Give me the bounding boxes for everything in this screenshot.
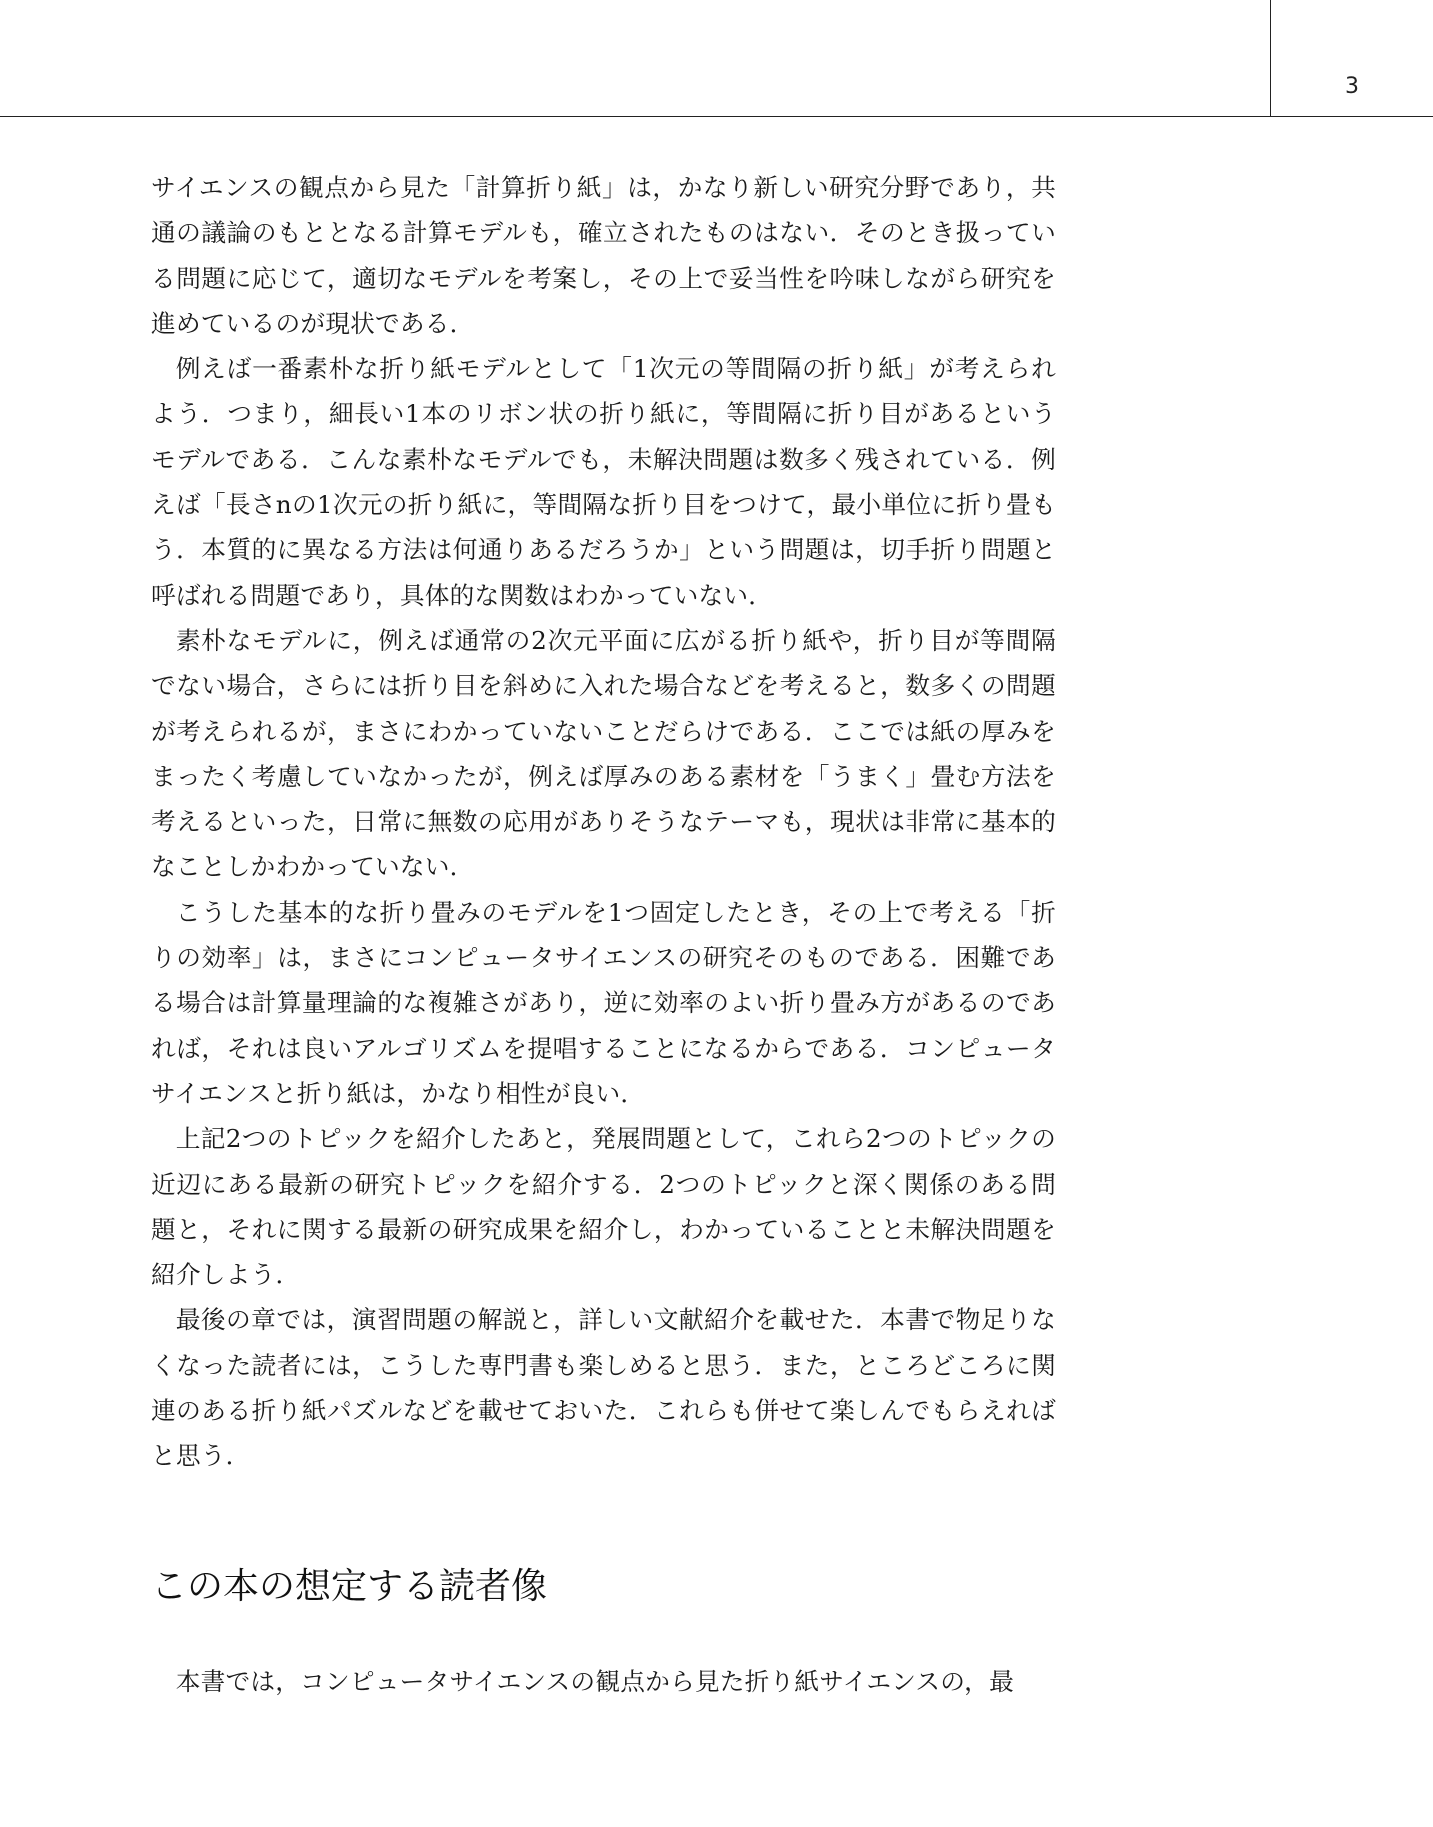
paragraph-final-chapter: 最後の章では，演習問題の解説と，詳しい文献紹介を載せた．本書で物足りなくなった読者には，こうした専門書も楽しめると思う．また，ところどころに関連のある折り紙パズルなどを載せておいた．これらも併せて楽しんでもらえればと思う． xyxy=(151,1305,1056,1471)
page-number: 3 xyxy=(1345,74,1359,99)
header-rule xyxy=(0,116,1433,117)
header-divider xyxy=(1270,0,1271,117)
section-heading: この本の想定する読者像 xyxy=(151,1565,548,1607)
section-first-paragraph: 本書では，コンピュータサイエンスの観点から見た折り紙サイエンスの，最 xyxy=(175,1666,1014,1696)
paragraph-advanced-topics: 上記2つのトピックを紹介したあと，発展問題として，これら2つのトピックの近辺にある最新の研究トピックを紹介する．2つのトピックと深く関係のある問題と，それに関する最新の研究成果を紹介し，わかっていることと未解決問題を紹介しよう． xyxy=(151,1124,1056,1290)
paragraph-folding-efficiency: こうした基本的な折り畳みのモデルを1つ固定したとき，その上で考える「折りの効率」は，まさにコンピュータサイエンスの研究そのものである．困難である場合は計算量理論的な複雑さがあり，逆に効率のよい折り畳み方があるのであれば，それは良いアルゴリズムを提唱することになるからである．コンピュータサイエンスと折り紙は，かなり相性が良い． xyxy=(151,897,1056,1108)
paragraph-extended-models: 素朴なモデルに，例えば通常の2次元平面に広がる折り紙や，折り目が等間隔でない場合，さらには折り目を斜めに入れた場合などを考えると，数多くの問題が考えられるが，まさにわかっていないことだらけである．ここでは紙の厚みをまったく考慮していなかったが，例えば厚みのある素材を「うまく」畳む方法を考えるといった，日常に無数の応用がありそうなテーマも，現状は非常に基本的なことしかわかっていない． xyxy=(151,625,1056,882)
paragraph-continuation: サイエンスの観点から見た「計算折り紙」は，かなり新しい研究分野であり，共通の議論のもととなる計算モデルも，確立されたものはない．そのとき扱っている問題に応じて，適切なモデルを考案し，その上で妥当性を吟味しながら研究を進めているのが現状である． xyxy=(151,173,1056,338)
page-body xyxy=(151,165,1056,1704)
paragraph-one-dimensional-model: 例えば一番素朴な折り紙モデルとして「1次元の等間隔の折り紙」が考えられよう．つまり，細長い1本のリボン状の折り紙に，等間隔に折り目があるというモデルである．こんな素朴なモデルでも，未解決問題は数多く残されている．例えば「長さnの1次元の折り紙に，等間隔な折り目をつけて，最小単位に折り畳もう．本質的に異なる方法は何通りあるだろうか」という問題は，切手折り問題と呼ばれる問題であり，具体的な関数はわかっていない． xyxy=(151,354,1056,610)
